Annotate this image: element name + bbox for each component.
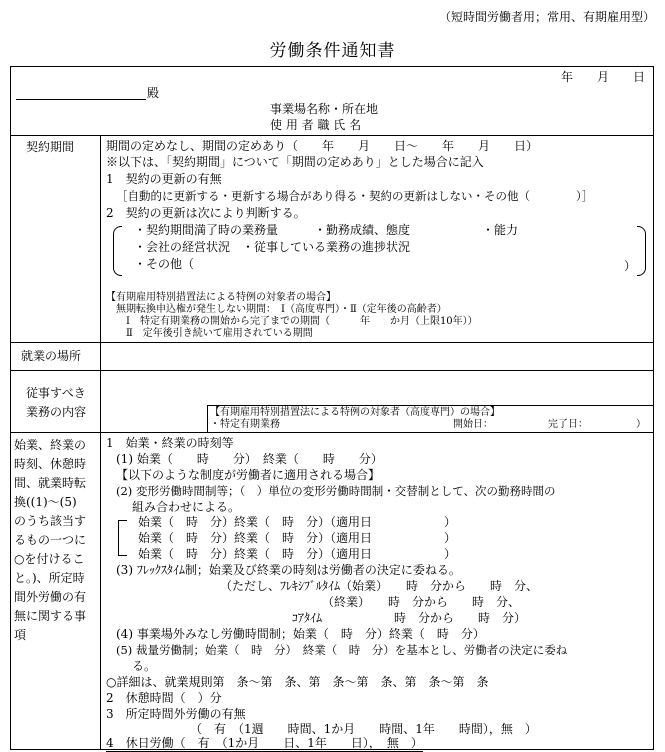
row-divider <box>10 370 654 371</box>
criteria-line: ・会社の経営状況 ・従事している業務の進捗状況 <box>134 240 411 254</box>
holiday-work-line: 4 休日労働（ 有 （1か月 日、1年 日）， 無 ） <box>106 736 423 750</box>
hours-line: ○詳細は、就業規則第 条～第 条、第 条～第 条、第 条～第 条 <box>106 675 489 689</box>
criteria-left-bracket <box>113 226 122 276</box>
duties-label: 従事すべき <box>26 386 86 400</box>
overtime-detail: （ 有 （1週 時間、1か月 時間、1年 時間），無 ） <box>190 722 537 736</box>
row-divider <box>10 342 654 343</box>
hours-label: ○を付けるこ <box>14 552 85 566</box>
contract-period-note: ※以下は、「契約期間」について「期間の定めあり」とした場合に記入 <box>106 155 484 169</box>
hours-line: (2) 変形労働時間制等；（ ）単位の変形労働時間制・交替制として、次の勤務時間の <box>116 484 556 498</box>
row-divider <box>10 135 654 136</box>
hours-label: 項 <box>14 628 27 642</box>
hours-line: (1) 始業（ 時 分） 終業（ 時 分） <box>116 452 383 466</box>
duties-special-heading: 【有期雇用特別措置法による特例の対象者（高度専門）の場合】 <box>210 407 500 418</box>
addressee-line <box>16 84 146 100</box>
hours-label: るもの一つに <box>14 533 87 547</box>
criteria-line: ・契約期間満了時の業務量 ・勤務成績、態度 ・能力 <box>134 223 519 237</box>
employer-address-label: 事業場名称・所在地 <box>270 102 379 116</box>
shift-row: 始業（ 時 分）終業（ 時 分）（適用日 ） <box>138 515 457 529</box>
addressee-suffix: 殿 <box>147 86 160 100</box>
renewal-options: ［自動的に更新する・更新する場合があり得る・契約の更新はしない・その他（ ）］ <box>116 189 594 203</box>
contract-period-line: 期間の定めなし、期間の定めあり（ 年 月 日～ 年 月 日） <box>106 139 539 153</box>
shift-row: 始業（ 時 分）終業（ 時 分）（適用日 ） <box>138 547 457 561</box>
flex-detail: （終業） 時 分から 時 分、 <box>220 595 521 609</box>
special-measures-line: Ⅱ 定年後引き続いて雇用されている期間 <box>126 328 313 339</box>
employer-name-label: 使 用 者 職 氏 名 <box>270 118 362 132</box>
criteria-line: ・その他（ <box>134 257 195 271</box>
hours-label: 始業、終業の <box>14 438 87 452</box>
workplace-label: 就業の場所 <box>21 349 82 363</box>
date-field: 年 月 日 <box>560 70 645 84</box>
shift-bracket <box>118 520 127 556</box>
renewal-criteria-heading: 2 契約の更新は次により判断する。 <box>106 206 306 220</box>
hours-label: 間外労働の有 <box>14 590 87 604</box>
criteria-other-close: ） <box>624 259 637 273</box>
hours-line: 2 休憩時間（ ）分 <box>106 691 222 705</box>
special-measures-heading: 【有期雇用特別措置法による特例の対象者の場合】 <box>106 292 336 303</box>
hours-line: 3 所定時間外労働の有無 <box>106 707 246 721</box>
column-divider <box>100 135 101 750</box>
shift-row: 始業（ 時 分）終業（ 時 分）（適用日 ） <box>138 531 457 545</box>
hours-line: る。 <box>132 659 157 673</box>
duties-start-label: 開始日： <box>453 419 493 430</box>
hours-label: 換((1)～(5) <box>14 495 77 509</box>
renewal-heading: 1 契約の更新の有無 <box>106 172 222 186</box>
document-type-note: （短時間労働者用；常用、有期雇用型） <box>438 10 655 24</box>
flex-detail: （ただし、ﾌﾚｷｼﾌﾞﾙﾀｲﾑ（始業） 時 分から 時 分、 <box>220 579 539 593</box>
duties-end-label: 完了日： <box>548 419 588 430</box>
page-title: 労働条件通知書 <box>269 41 396 61</box>
hours-line: 組み合わせによる。 <box>132 500 241 514</box>
hours-line: 【以下のような制度が労働者に適用される場合】 <box>116 468 381 482</box>
duties-close-paren: ） <box>636 419 646 430</box>
hours-label: 時刻、休憩時 <box>14 457 87 471</box>
criteria-right-bracket <box>637 226 646 276</box>
duties-special-line: ・特定有期業務 <box>210 419 280 430</box>
flex-detail: ｺｱﾀｲﾑ 時 分から 時 分） <box>220 611 527 625</box>
special-measures-line: 無期転換申込権が発生しない期間： Ⅰ（高度専門）・Ⅱ（定年後の高齢者） <box>116 304 447 315</box>
duties-label: 業務の内容 <box>26 405 87 419</box>
hours-label: 間、就業時転 <box>14 476 87 490</box>
hours-label: のうち該当す <box>14 514 87 528</box>
flex-line: (3) ﾌﾚｯｸｽﾀｲﾑ制；始業及び終業の時刻は労働者の決定に委ねる。 <box>116 563 461 577</box>
contract-period-label: 契約期間 <box>26 140 75 154</box>
hours-line: (4) 事業場外みなし労働時間制；始業（ 時 分）終業（ 時 分） <box>116 627 485 641</box>
special-measures-line: Ⅰ 特定有期業務の開始から完了までの期間（ 年 か月（上限10年）） <box>126 316 478 327</box>
hours-label: 無に関する事 <box>14 609 87 623</box>
hours-label: と。)、所定時 <box>14 571 85 585</box>
hours-line: 1 始業・終業の時刻等 <box>106 436 234 450</box>
row-divider <box>10 432 654 433</box>
hours-line: (5) 裁量労働制；始業（ 時 分） 終業（ 時 分）を基本とし、労働者の決定に委ね <box>116 643 568 657</box>
